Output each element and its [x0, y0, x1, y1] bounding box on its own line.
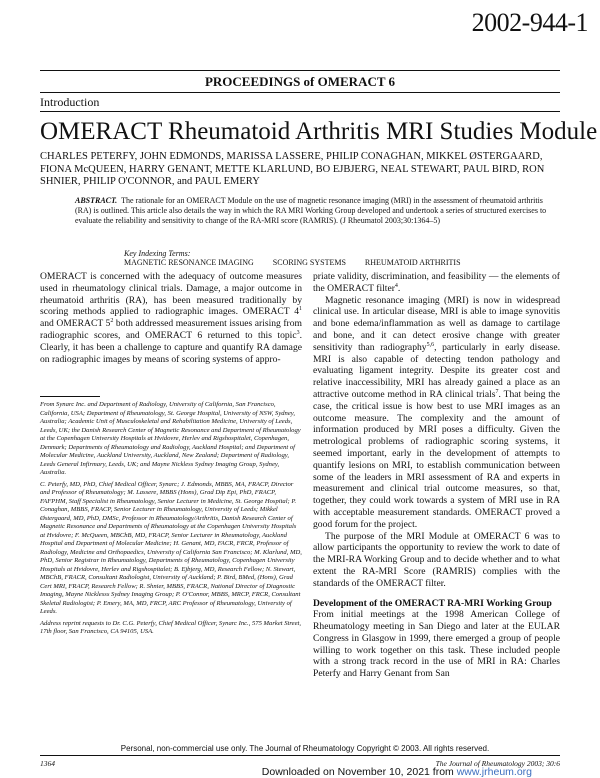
citation-ref: 4 — [394, 282, 398, 289]
citation-ref: 7 — [495, 388, 499, 395]
affiliation-rule — [40, 396, 100, 397]
footer-rule — [40, 755, 560, 756]
document-id: 2002-944-1 — [471, 8, 588, 37]
journal-link[interactable]: www.jrheum.org — [456, 766, 532, 778]
keyword: RHEUMATOID ARTHRITIS — [364, 258, 461, 267]
author-list: CHARLES PETERFY, JOHN EDMONDS, MARISSA LASSERE, PHILIP CONAGHAN, MIKKEL ØSTERGAARD, FIONA McQUEEN, HARRY GENANT, METTE KLARLUND, BO EJBJERG, NEAL STEWART, PAUL BIRD, RON SHNIER, PHILIP O'CONNOR, and PAUL EMERY — [40, 151, 545, 187]
citation-ref: 2 — [110, 318, 114, 324]
abstract-label: ABSTRACT. — [75, 196, 118, 205]
keyword-list — [124, 258, 478, 267]
article-title: OMERACT Rheumatoid Arthritis MRI Studies Module — [40, 118, 598, 145]
proceedings-rule — [40, 92, 560, 93]
abstract — [75, 196, 560, 227]
body-paragraph: The purpose of the MRI Module at OMERACT 6 was to allow participants the opportunity to review the work to date of the MRI-RA Working Group and to decide whether and to what extent the RA-MRI Score (RAMRIS) complies with the standards of the OMERACT filter. — [313, 530, 560, 589]
affiliation-from: From Synarc Inc. and Department of Radiology, University of California, San Francisco, California, USA; Department of Rheumatology, St. George Hospital, University of NSW, Sydney, Australia; Academic Unit of Musculoskeletal and Rehabilitation Medicine, University of Leeds, Leeds, UK; the Danish Research Center of Magnetic Resonance and Department of Rheumatology at the Copenhagen University Hospitals at Hvidovre, Herlev and Rigshospitalet, Copenhagen, Denmark; Departments of Rheumatology and Radiology, Auckland Hospital; and Department of Molecular Medicine, Auckland University, Auckland, New Zealand; Department of Radiology, Leeds General Infirmary, Leeds, UK; and Mayne Nickless Sydney Imaging Group, Sydney, Australia. — [40, 401, 301, 476]
citation-ref: 5,6 — [426, 341, 435, 348]
body-paragraph: OMERACT is concerned with the adequacy of outcome measures used in rheumatology clinical trials. Damage, a major outcome in rheumatoid arthritis (RA), has been measured traditionally by scoring methods applied to radiographic images. OMERACT $4^1$ and OMERACT $5^2$ both addressed measurement issues arising from radiographic scores, and OMERACT 6 returned to this topic$^3$. Clearly, it has been a challenge to capture and quantify RA damage on radiographic images by means of scoring systems of appro- — [40, 271, 302, 365]
right-column — [313, 271, 560, 680]
copyright-notice: Personal, non-commercial use only. The Journal of Rheumatology Copyright © 2003. All rights reserved. — [120, 744, 490, 753]
proceedings-heading: PROCEEDINGS of OMERACT 6 — [204, 74, 396, 89]
section-rule — [40, 111, 560, 112]
left-column — [40, 271, 302, 365]
section-heading: Development of the OMERACT RA-MRI Working Group — [313, 597, 552, 609]
body-paragraph: Magnetic resonance imaging (MRI) is now in widespread clinical use. In articular disease, MRI is able to image synovitis and bone edema/inflammation as well as damage to cartilage and bone, and it can detect erosive change with greater sensitivity than radiography$^{5,6}$, particularly in early disease. MRI is also capable of detecting tendon pathology and evaluating ligament integrity. Despite its greater cost and relative inaccessibility, MRI has already gained a place as an attractive outcome method in RA clinical trials$^7$. That being the case, the critical issue is how best to use MRI images as an outcome measure. The complexity and the amount of information produced by MRI poses a difficulty. Given the metrological problems of radiographic scoring systems, it seemed important, early in the development of attempts to quantify lesions on MRI, to establish communication between some of the leaders in MRI assessment of RA and experts in measurement and clinical trial outcome measures, so that, together, they could work towards a system of MRI use in RA with acceptable measurement standards. OMERACT proved a good forum for the project. — [313, 294, 560, 530]
affiliations — [40, 401, 302, 640]
section-label: Introduction — [40, 95, 100, 109]
citation-ref: 1 — [299, 306, 302, 313]
journal-reference: The Journal of Rheumatology 2003; 30:6 — [435, 759, 560, 768]
affiliation-credentials: C. Peterfy, MD, PhD, Chief Medical Officer, Synarc; J. Edmonds, MBBS, MA, FRACP, Director and Professor of Rheumatology; M. Lassere, MBBS (Hons), Grad Dip Epi, PhD, FRACP, FAFPHM, Staff Specialist in Rheumatology, Senior Lecturer in Medicine, St. George Hospital; P. Conaghan, MBBS, FRACP, Senior Lecturer in Rheumatology, University of Leeds; Mikkel Østergaard, MD, PhD, DMSc, Professor in Rheumatology/Arthritis, Danish Research Center of Magnetic Resonance and Departments of Rheumatology at the Copenhagen University Hospitals at Hvidovre; F. McQueen, MBChB, MD, FRACP, Senior Lecturer in Rheumatology, Auckland Hospital and Department of Molecular Medicine; H. Genant, MD, FACR, FRCR, Professor of Radiology, Medicine and Orthopaedics, University of California San Francisco; M. Klarlund, MD, PhD, Senior Registrar in Rheumatology, Departments of Rheumatology, Copenhagen University Hospitals at Hvidovre, Herlev and Rigshospitalet; B. Ejbjerg, MD, Research Fellow; N. Stewart, MBChB, FRACR, Consultant Radiologist, University of Auckland; P. Bird, BMed, (Hons), Grad Cert MRI, FRACP, Research Fellow; R. Shnier, MBBS, FRACR, National Director of Diagnostic Imaging, Mayne Nicklesss Sydney Imaging Group; P. O'Connor, MBBS, MRCP, FRCR, Consultant Skeletal Radiologist; P. Emery, MA, MD, FRCP, ARC Professor of Rheumatology, University of Leeds. — [40, 480, 302, 615]
citation-ref: 3 — [296, 329, 300, 336]
page-number: 1364 — [40, 759, 55, 768]
body-paragraph: From initial meetings at the 1998 American College of Rheumatology meeting in San Diego and later at the EULAR Congress in Glasgow in 1999, there emerged a group of people willing to work together on this task. These included people with a strong track record in the use of MRI in RA: Charles Peterfy and Harry Genant from San — [313, 609, 560, 680]
top-rule — [40, 70, 560, 71]
abstract-text: The rationale for an OMERACT Module on the use of magnetic resonance imaging (MRI) in the assessment of rheumatoid arthritis (RA) is outlined. This article also details the way in which the RA MRI Working Group developed and undertook a series of structured exercises to evaluate the reliability and sensitivity to change of the RA-MRI score (RAMRIS). (J Rheumatol 2003;30:1364–5) — [75, 196, 547, 226]
reprint-address: Address reprint requests to Dr. C.G. Peterfy, Chief Medical Officer, Synarc Inc., 575 Market Street, 17th floor, San Francisco, CA 94105, USA. — [40, 619, 302, 635]
keywords-label: Key Indexing Terms: — [124, 249, 191, 258]
keyword: SCORING SYSTEMS — [272, 258, 346, 267]
body-paragraph: priate validity, discrimination, and feasibility — the elements of the OMERACT filter$^4$. — [313, 271, 560, 294]
download-notice: Downloaded on November 10, 2021 from www.jrheum.org — [261, 766, 532, 778]
keyword: MAGNETIC RESONANCE IMAGING — [124, 258, 254, 267]
